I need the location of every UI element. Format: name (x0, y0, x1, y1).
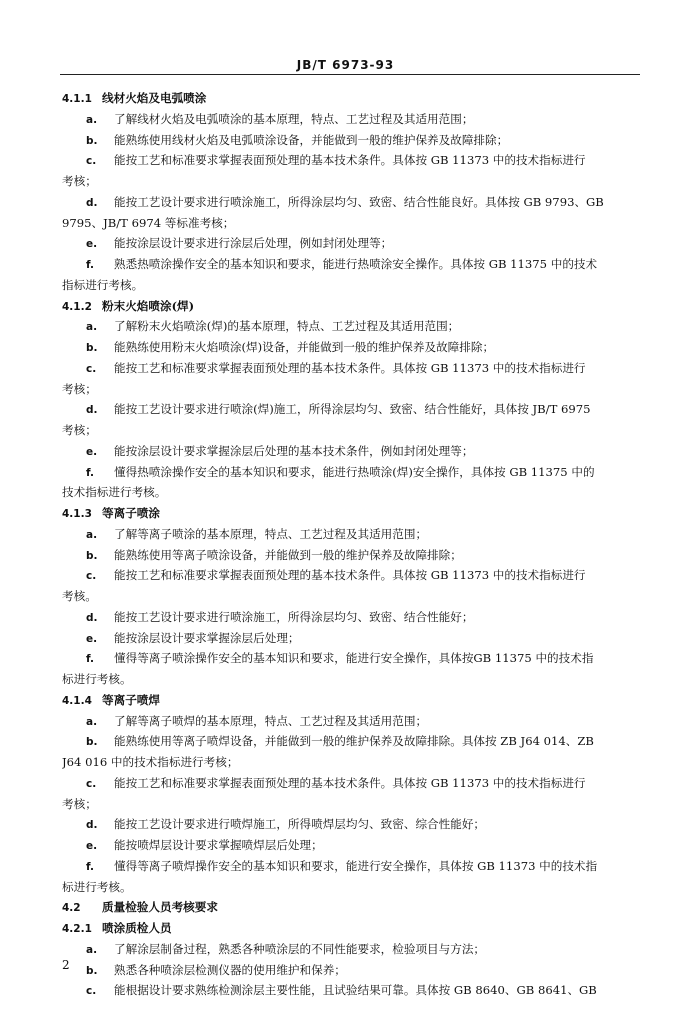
list-item (62, 130, 640, 151)
item-text: 能按工艺和标准要求掌握表面预处理的基本技术条件。具体按 GB 11373 中的技术指标进行 (114, 775, 586, 790)
continuation-line: J64 016 中的技术指标进行考核； (62, 755, 239, 769)
header-rule (60, 74, 640, 75)
item-label: d. (86, 611, 98, 624)
list-item (62, 254, 640, 275)
section-title: 等离子喷涂 (102, 506, 160, 520)
section-heading (62, 918, 640, 939)
item-text: 能按工艺设计要求进行喷涂施工，所得涂层均匀、致密、结合性能良好。具体按 GB 9793、GB (114, 194, 604, 209)
list-item (62, 545, 640, 566)
item-label: d. (86, 196, 98, 209)
item-label: f. (86, 259, 94, 271)
item-label: e. (86, 840, 98, 852)
continuation-line: 标进行考核。 (62, 879, 132, 894)
item-text: 能按工艺设计要求进行喷涂(焊)施工，所得涂层均匀、致密、结合性能好，具体按 JB/T 6975 (114, 402, 591, 417)
section-title: 等离子喷焊 (102, 692, 160, 707)
list-item (62, 980, 640, 1001)
item-label: e. (86, 445, 98, 458)
item-text: 熟悉各种喷涂层检测仪器的使用维护和保养； (114, 962, 346, 977)
section-heading (62, 296, 640, 317)
page-header: JB/T 6973-93 (296, 58, 395, 72)
item-text: 懂得等离子喷涂操作安全的基本知识和要求，能进行安全操作，具体按GB 11375 中的技术指 (114, 651, 594, 666)
list-item (62, 856, 640, 877)
list-item (62, 462, 640, 483)
item-text: 了解涂层制备过程，熟悉各种喷涂层的不同性能要求，检验项目与方法； (114, 941, 486, 956)
item-text: 能按工艺设计要求进行喷涂施工，所得涂层均匀、致密、结合性能好； (114, 609, 474, 624)
list-item (62, 939, 640, 960)
item-label: d. (86, 404, 98, 417)
section-title: 线材火焰及电弧喷涂 (102, 91, 207, 105)
section-heading (62, 503, 640, 524)
item-text: 能熟练使用线材火焰及电弧喷涂设备，并能做到一般的维护保养及故障排除； (114, 132, 509, 147)
item-text: 懂得热喷涂操作安全的基本知识和要求，能进行热喷涂(焊)安全操作，具体按 GB 11375 中的 (114, 464, 595, 479)
list-item (62, 607, 640, 628)
item-label: b. (86, 549, 98, 562)
item-label: f. (86, 466, 94, 479)
continuation-line: 考核； (62, 796, 97, 811)
section-heading (62, 897, 640, 918)
section-heading (62, 88, 640, 109)
section-title: 质量检验人员考核要求 (102, 900, 218, 915)
item-label: a. (86, 715, 98, 728)
item-text: 了解等离子喷涂的基本原理，特点、工艺过程及其适用范围； (114, 526, 428, 541)
item-text: 能按涂层设计要求掌握涂层后处理的基本技术条件，例如封闭处理等； (114, 443, 474, 458)
continuation-line: 标进行考核。 (62, 672, 132, 686)
continuation-line: 考核； (62, 423, 97, 437)
item-text: 能按喷焊层设计要求掌握喷焊层后处理； (114, 838, 323, 852)
item-label: a. (86, 113, 98, 126)
item-label: a. (86, 528, 98, 541)
item-label: a. (86, 321, 98, 334)
list-item (62, 773, 640, 794)
continuation-line: 考核； (62, 381, 97, 396)
continuation-line: 技术指标进行考核。 (62, 485, 167, 500)
list-item (62, 358, 640, 379)
continuation-line: 考核。 (62, 589, 97, 603)
list-item (62, 233, 640, 254)
item-text: 能熟练使用粉末火焰喷涂(焊)设备，并能做到一般的维护保养及故障排除； (114, 340, 495, 354)
continuation-line: 指标进行考核。 (62, 277, 144, 292)
item-text: 能按工艺和标准要求掌握表面预处理的基本技术条件。具体按 GB 11373 中的技术指标进行 (114, 360, 586, 375)
list-item (62, 150, 640, 171)
section-number: 4.2.1 (62, 923, 92, 935)
item-label: c. (86, 155, 97, 168)
list-item (62, 524, 640, 545)
list-item (62, 628, 640, 649)
section-title: 粉末火焰喷涂(焊) (102, 298, 195, 313)
list-item (62, 814, 640, 835)
list-item (62, 316, 640, 337)
list-item (62, 192, 640, 213)
item-text: 能按工艺设计要求进行喷焊施工，所得喷焊层均匀、致密、综合性能好； (114, 817, 486, 832)
item-label: d. (86, 819, 98, 832)
section-number: 4.1.2 (62, 300, 92, 313)
item-label: b. (86, 736, 98, 749)
item-label: c. (86, 985, 97, 998)
item-text: 了解粉末火焰喷涂(焊)的基本原理，特点、工艺过程及其适用范围； (114, 319, 460, 334)
item-label: e. (86, 632, 98, 645)
item-label: b. (86, 342, 98, 354)
page-number: 2 (62, 958, 70, 972)
list-item (62, 648, 640, 669)
list-item (62, 960, 640, 981)
continuation-line: 9795、JB/T 6974 等标准考核； (62, 215, 235, 230)
list-item (62, 835, 640, 856)
list-item (62, 109, 640, 130)
item-text: 能根据设计要求熟练检测涂层主要性能，且试验结果可靠。具体按 GB 8640、GB 8641、GB (114, 983, 597, 998)
item-text: 能熟练使用等离子喷焊设备，并能做到一般的维护保养及故障排除。具体按 ZB J64 014、ZB (114, 734, 594, 749)
list-item (62, 441, 640, 462)
item-label: f. (86, 860, 94, 873)
section-title: 喷涂质检人员 (102, 921, 172, 935)
list-item (62, 399, 640, 420)
list-item (62, 565, 640, 586)
section-number: 4.2 (62, 902, 81, 915)
document-body (62, 88, 640, 1001)
item-text: 熟悉热喷涂操作安全的基本知识和要求，能进行热喷涂安全操作。具体按 GB 11375 中的技术 (114, 257, 598, 271)
section-number: 4.1.1 (62, 93, 92, 105)
item-text: 能按涂层设计要求掌握涂层后处理； (114, 630, 300, 645)
item-label: f. (86, 653, 94, 666)
item-text: 能按涂层设计要求进行涂层后处理，例如封闭处理等； (114, 236, 393, 251)
item-label: c. (86, 570, 97, 583)
continuation-line: 考核； (62, 174, 97, 188)
item-label: a. (86, 943, 98, 956)
item-text: 懂得等离子喷焊操作安全的基本知识和要求，能进行安全操作，具体按 GB 11373 中的技术指 (114, 858, 598, 873)
item-label: c. (86, 362, 97, 375)
list-item (62, 731, 640, 752)
item-text: 能熟练使用等离子喷涂设备，并能做到一般的维护保养及故障排除； (114, 547, 462, 562)
list-item (62, 711, 640, 732)
item-label: c. (86, 777, 97, 790)
item-label: e. (86, 238, 98, 251)
item-text: 了解等离子喷焊的基本原理，特点、工艺过程及其适用范围； (114, 713, 428, 728)
item-text: 能按工艺和标准要求掌握表面预处理的基本技术条件。具体按 GB 11373 中的技术指标进行 (114, 568, 586, 583)
item-label: b. (86, 964, 98, 977)
section-number: 4.1.3 (62, 508, 92, 520)
item-text: 了解线材火焰及电弧喷涂的基本原理，特点、工艺过程及其适用范围； (114, 111, 474, 126)
section-number: 4.1.4 (62, 694, 92, 707)
item-text: 能按工艺和标准要求掌握表面预处理的基本技术条件。具体按 GB 11373 中的技术指标进行 (114, 153, 586, 168)
section-heading (62, 690, 640, 711)
item-label: b. (86, 134, 98, 147)
list-item (62, 337, 640, 358)
